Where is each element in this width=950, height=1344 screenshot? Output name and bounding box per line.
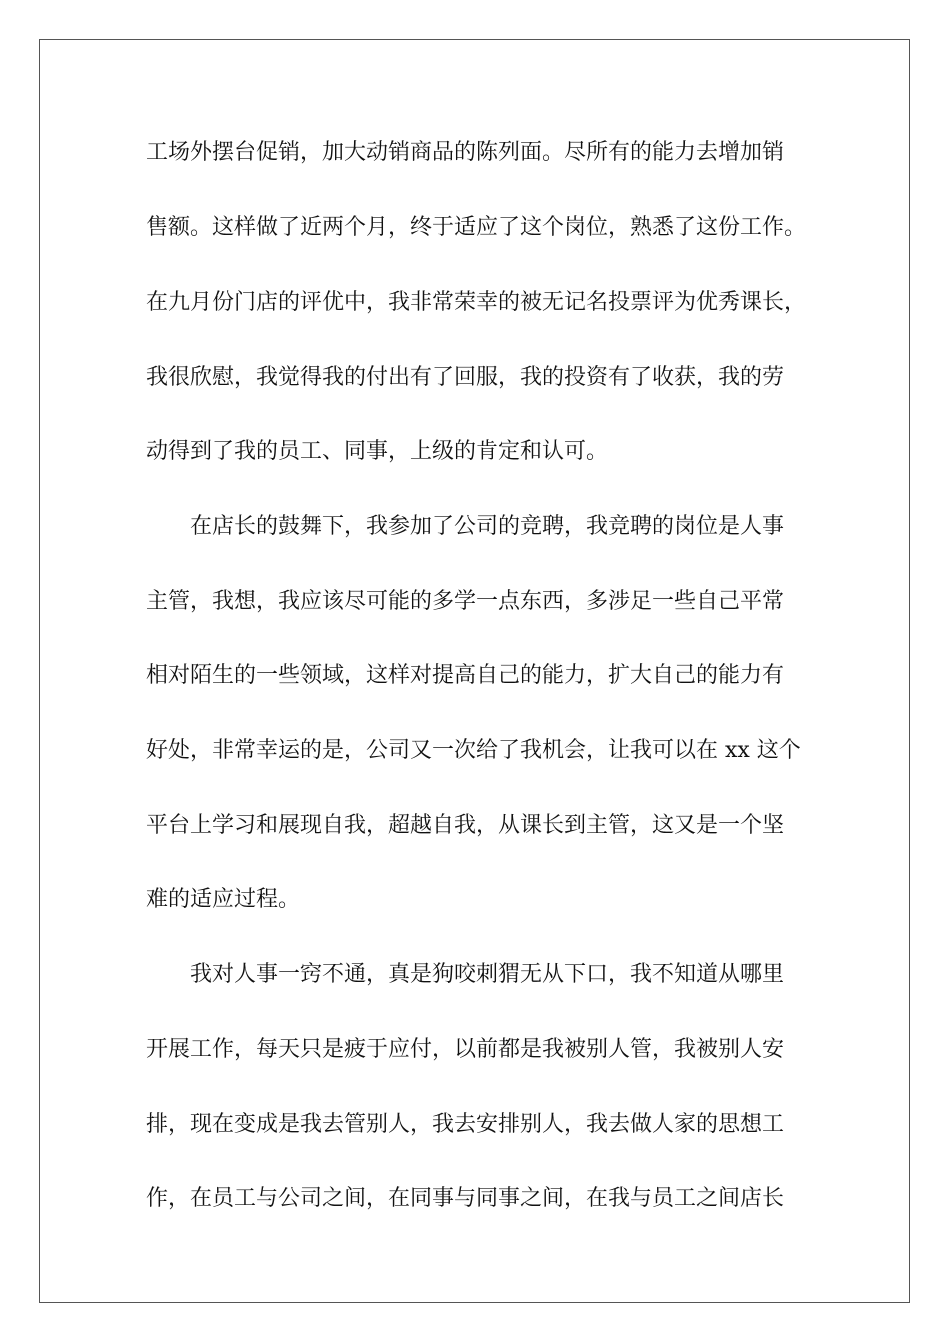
paragraph-start-line: 我对人事一窍不通，真是狗咬刺猬无从下口，我不知道从哪里	[190, 962, 785, 987]
text-line: 开展工作，每天只是疲于应付，以前都是我被别人管，我被别人安	[146, 1037, 785, 1062]
text-line: 动得到了我的员工、同事，上级的肯定和认可。	[146, 439, 609, 464]
text-line: 平台上学习和展现自我，超越自我，从课长到主管，这又是一个坚	[146, 813, 785, 838]
text-line: 主管，我想，我应该尽可能的多学一点东西，多涉足一些自己平常	[146, 589, 785, 614]
text-line: 作，在员工与公司之间，在同事与同事之间，在我与员工之间店长	[146, 1186, 785, 1211]
text-line: 排，现在变成是我去管别人，我去安排别人，我去做人家的思想工	[146, 1112, 785, 1137]
text-line: 相对陌生的一些领域，这样对提高自己的能力，扩大自己的能力有	[146, 663, 785, 688]
text-line: 我很欣慰，我觉得我的付出有了回服，我的投资有了收获，我的劳	[146, 365, 785, 390]
text-line: 工场外摆台促销，加大动销商品的陈列面。尽所有的能力去增加销	[146, 140, 785, 165]
text-line: 好处，非常幸运的是，公司又一次给了我机会，让我可以在 xx 这个	[146, 738, 801, 763]
paragraph-start-line: 在店长的鼓舞下，我参加了公司的竞聘，我竞聘的岗位是人事	[190, 514, 785, 539]
text-line: 难的适应过程。	[146, 887, 301, 912]
text-line: 售额。这样做了近两个月，终于适应了这个岗位，熟悉了这份工作。	[146, 215, 807, 240]
text-line: 在九月份门店的评优中，我非常荣幸的被无记名投票评为优秀课长，	[146, 290, 807, 315]
